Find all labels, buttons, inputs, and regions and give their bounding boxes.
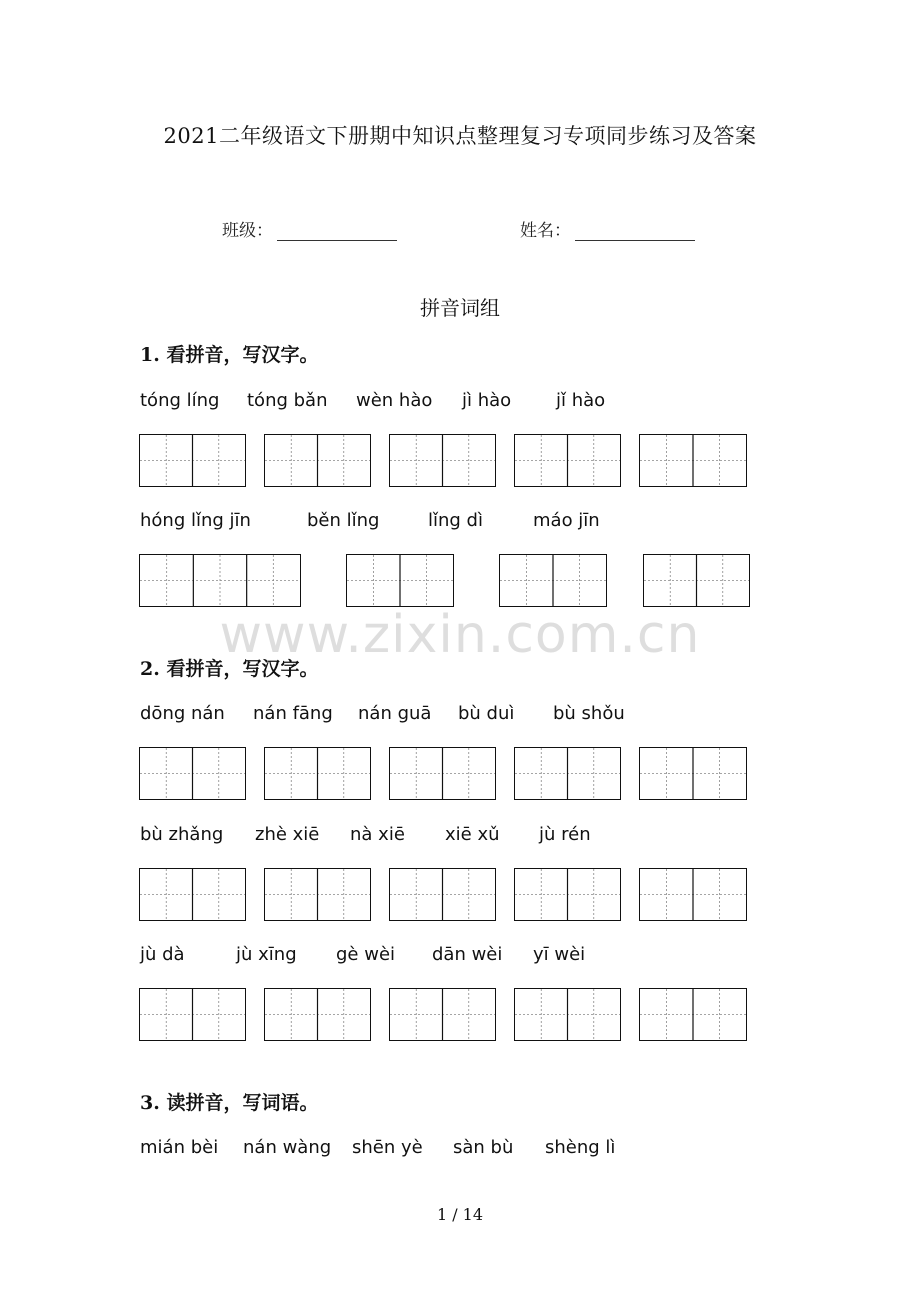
page-title: 2021二年级语文下册期中知识点整理复习专项同步练习及答案: [163, 124, 757, 148]
grid-lines: [265, 869, 370, 920]
question-3-label: 3. 读拼音，写词语。: [140, 1092, 319, 1114]
writing-grid[interactable]: [346, 554, 454, 607]
grid-lines: [515, 748, 620, 799]
grid-lines: [140, 555, 300, 606]
pinyin-item: zhè xiē: [255, 824, 320, 845]
grid-lines: [640, 748, 746, 799]
writing-grid[interactable]: [639, 747, 747, 800]
grid-lines: [265, 989, 370, 1040]
grid-lines: [644, 555, 749, 606]
grid-lines: [140, 435, 245, 486]
question-2-label: 2. 看拼音，写汉字。: [140, 658, 319, 680]
writing-grid[interactable]: [139, 434, 246, 487]
writing-grid[interactable]: [639, 434, 747, 487]
pinyin-item: nán guā: [358, 703, 432, 724]
pinyin-item: lǐng dì: [428, 510, 483, 531]
pinyin-item: bù shǒu: [553, 703, 625, 724]
pinyin-item: bù zhǎng: [140, 824, 224, 845]
pinyin-item: xiē xǔ: [445, 824, 500, 845]
writing-grid[interactable]: [264, 747, 371, 800]
pinyin-item: sàn bù: [453, 1137, 514, 1158]
writing-grid[interactable]: [139, 747, 246, 800]
pinyin-item: dān wèi: [432, 944, 503, 965]
writing-grid[interactable]: [389, 434, 496, 487]
writing-grid[interactable]: [389, 988, 496, 1041]
grid-lines: [515, 435, 620, 486]
page-number: 1 / 14: [436, 1205, 484, 1224]
pinyin-item: hóng lǐng jīn: [140, 510, 251, 531]
grid-lines: [265, 435, 370, 486]
grid-lines: [515, 989, 620, 1040]
writing-grid[interactable]: [264, 988, 371, 1041]
pinyin-item: jù rén: [539, 824, 591, 845]
writing-grid[interactable]: [389, 868, 496, 921]
grid-lines: [640, 869, 746, 920]
grid-lines: [140, 748, 245, 799]
grid-lines: [640, 435, 746, 486]
writing-grid[interactable]: [639, 988, 747, 1041]
pinyin-item: gè wèi: [336, 944, 396, 965]
name-label: 姓名：: [520, 221, 571, 241]
pinyin-item: běn lǐng: [307, 510, 380, 531]
writing-grid[interactable]: [639, 868, 747, 921]
writing-grid[interactable]: [514, 434, 621, 487]
pinyin-item: wèn hào: [356, 390, 433, 411]
pinyin-item: jù xīng: [236, 944, 297, 965]
writing-grid[interactable]: [514, 747, 621, 800]
writing-grid[interactable]: [264, 868, 371, 921]
writing-grid[interactable]: [499, 554, 607, 607]
class-field: [222, 216, 397, 241]
grid-lines: [140, 989, 245, 1040]
writing-grid[interactable]: [643, 554, 750, 607]
section-title: 拼音词组: [420, 296, 500, 320]
pinyin-item: tóng líng: [140, 390, 220, 411]
pinyin-item: nà xiē: [350, 824, 405, 845]
pinyin-item: nán fāng: [253, 703, 333, 724]
grid-lines: [640, 989, 746, 1040]
pinyin-item: shèng lì: [545, 1137, 616, 1158]
grid-lines: [500, 555, 606, 606]
pinyin-item: dōng nán: [140, 703, 225, 724]
pinyin-item: bù duì: [458, 703, 515, 724]
grid-lines: [390, 869, 495, 920]
pinyin-item: mián bèi: [140, 1137, 219, 1158]
pinyin-item: jì hào: [462, 390, 512, 411]
pinyin-item: shēn yè: [352, 1137, 423, 1158]
class-label: 班级：: [222, 221, 273, 241]
writing-grid[interactable]: [389, 747, 496, 800]
pinyin-item: yī wèi: [533, 944, 586, 965]
writing-grid[interactable]: [514, 988, 621, 1041]
pinyin-item: jù dà: [140, 944, 185, 965]
pinyin-item: jǐ hào: [556, 390, 606, 411]
writing-grid[interactable]: [139, 554, 301, 607]
class-blank[interactable]: [277, 222, 397, 241]
question-1-label: 1. 看拼音，写汉字。: [140, 344, 319, 366]
writing-grid[interactable]: [139, 868, 246, 921]
name-blank[interactable]: [575, 222, 695, 241]
grid-lines: [347, 555, 453, 606]
writing-grid[interactable]: [264, 434, 371, 487]
grid-lines: [390, 435, 495, 486]
watermark: www.zixin.com.cn: [219, 605, 701, 665]
name-field: [520, 216, 695, 241]
writing-grid[interactable]: [139, 988, 246, 1041]
pinyin-item: tóng bǎn: [247, 390, 328, 411]
grid-lines: [265, 748, 370, 799]
grid-lines: [140, 869, 245, 920]
pinyin-item: nán wàng: [243, 1137, 332, 1158]
grid-lines: [515, 869, 620, 920]
pinyin-item: máo jīn: [533, 510, 600, 531]
writing-grid[interactable]: [514, 868, 621, 921]
grid-lines: [390, 989, 495, 1040]
grid-lines: [390, 748, 495, 799]
